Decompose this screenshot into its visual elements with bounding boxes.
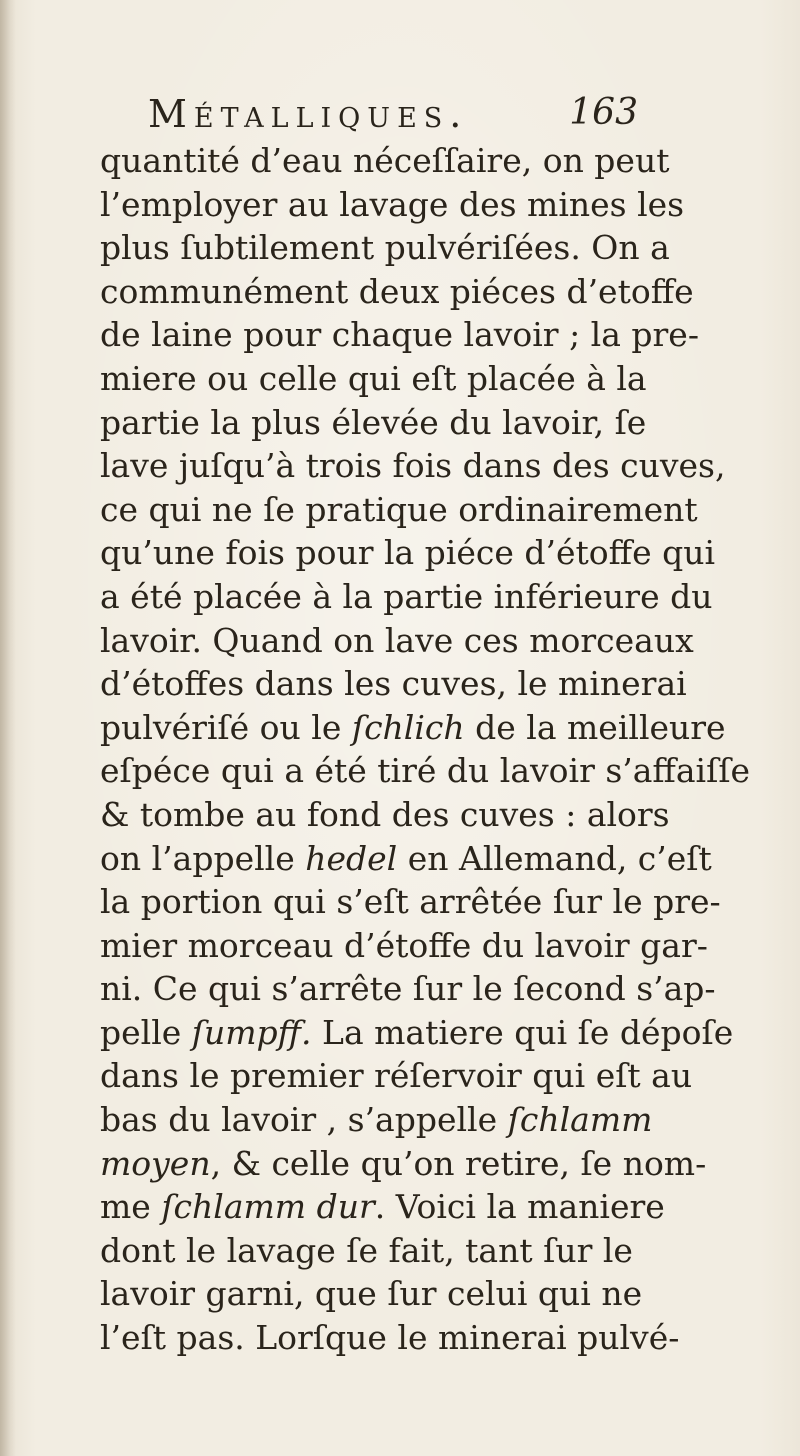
text-segment: lavoir garni, que ſur celui qui ne (100, 1274, 643, 1314)
text-segment: pulvériſé ou le (100, 707, 352, 747)
text-line (100, 401, 647, 445)
text-segment: lavoir. Quand on lave ces morceaux (100, 620, 694, 660)
body-text (100, 139, 751, 1360)
italic-term: ſchlamm (507, 1100, 653, 1140)
text-line (100, 1098, 653, 1142)
text-segment: La matiere qui ſe dépoſe (311, 1012, 734, 1052)
text-line (100, 967, 716, 1011)
text-segment: l’eſt pas. Lorſque le minerai pulvé- (100, 1318, 680, 1358)
italic-term: ſumpff. (191, 1012, 312, 1052)
text-segment: a été placée à la partie inférieure du (100, 576, 713, 616)
text-line (100, 880, 721, 924)
text-segment: quantité d’eau néceſſaire, on peut (100, 141, 670, 180)
text-line (100, 1011, 734, 1055)
text-line (100, 1185, 665, 1229)
text-segment: qu’une fois pour la piéce d’étoffe qui (100, 533, 716, 573)
text-line (100, 619, 694, 663)
text-segment: de la meilleure (464, 707, 726, 747)
text-segment: ce qui ne ſe pratique ordinairement (100, 489, 698, 529)
text-line (100, 793, 670, 837)
text-segment: miere ou celle qui eſt placée à la (100, 358, 647, 398)
text-segment: bas du lavoir , s’appelle (100, 1100, 508, 1140)
text-segment: eſpéce qui a été tiré du lavoir s’affaiſſe (100, 751, 751, 791)
text-line (100, 531, 716, 575)
text-segment: dans le premier réſervoir qui eſt au (100, 1056, 693, 1096)
text-line (100, 488, 698, 532)
text-segment: me (100, 1187, 162, 1227)
text-segment: communément deux piéces d’etoffe (100, 271, 694, 311)
text-line (100, 1272, 643, 1316)
text-line (100, 1316, 680, 1360)
text-segment: l’employer au lavage des mines les (100, 184, 685, 224)
page-number: 163 (569, 92, 638, 133)
text-line (100, 313, 699, 357)
text-segment: ni. Ce qui s’arrête ſur le ſecond s’ap- (100, 969, 716, 1009)
text-line (100, 924, 708, 968)
text-segment: partie la plus élevée du lavoir, ſe (100, 402, 647, 442)
text-segment: mier morceau d’étoffe du lavoir gar- (100, 925, 708, 965)
text-segment: lave juſqu’à trois fois dans des cuves, (100, 446, 726, 486)
text-segment: & tombe au fond des cuves : alors (100, 794, 670, 834)
running-title: Métalliques. (148, 92, 469, 136)
text-segment: dont le lavage ſe fait, tant ſur le (100, 1230, 633, 1270)
page-gutter-shadow (0, 0, 16, 1456)
text-line (100, 226, 670, 270)
text-segment: d’étoffes dans les cuves, le minerai (100, 664, 687, 704)
text-segment: on l’appelle (100, 838, 306, 878)
text-line (100, 662, 687, 706)
text-line (100, 575, 713, 619)
text-segment: . Voici la maniere (374, 1187, 665, 1227)
text-line (100, 837, 712, 881)
italic-term: ſchlamm dur (161, 1187, 375, 1227)
text-segment: plus ſubtilement pulvériſées. On a (100, 228, 670, 268)
running-head (148, 92, 638, 142)
text-segment: en Allemand, c’eſt (397, 838, 712, 878)
text-line (100, 270, 694, 314)
text-line (100, 183, 685, 227)
italic-term: ſchlich (351, 707, 465, 747)
text-line (100, 749, 751, 793)
text-segment: de laine pour chaque lavoir ; la pre- (100, 315, 699, 355)
text-line (100, 357, 647, 401)
text-segment: pelle (100, 1012, 192, 1052)
text-line (100, 1229, 633, 1273)
text-line (100, 1142, 707, 1186)
text-segment: la portion qui s’eſt arrêtée ſur le pre- (100, 882, 721, 922)
text-line (100, 1054, 693, 1098)
italic-term: moyen (100, 1143, 211, 1183)
italic-term: hedel (305, 838, 398, 878)
text-line (100, 444, 726, 488)
text-line (100, 706, 726, 750)
text-line (100, 139, 670, 183)
text-segment: , & celle qu’on retire, ſe nom- (210, 1143, 707, 1183)
